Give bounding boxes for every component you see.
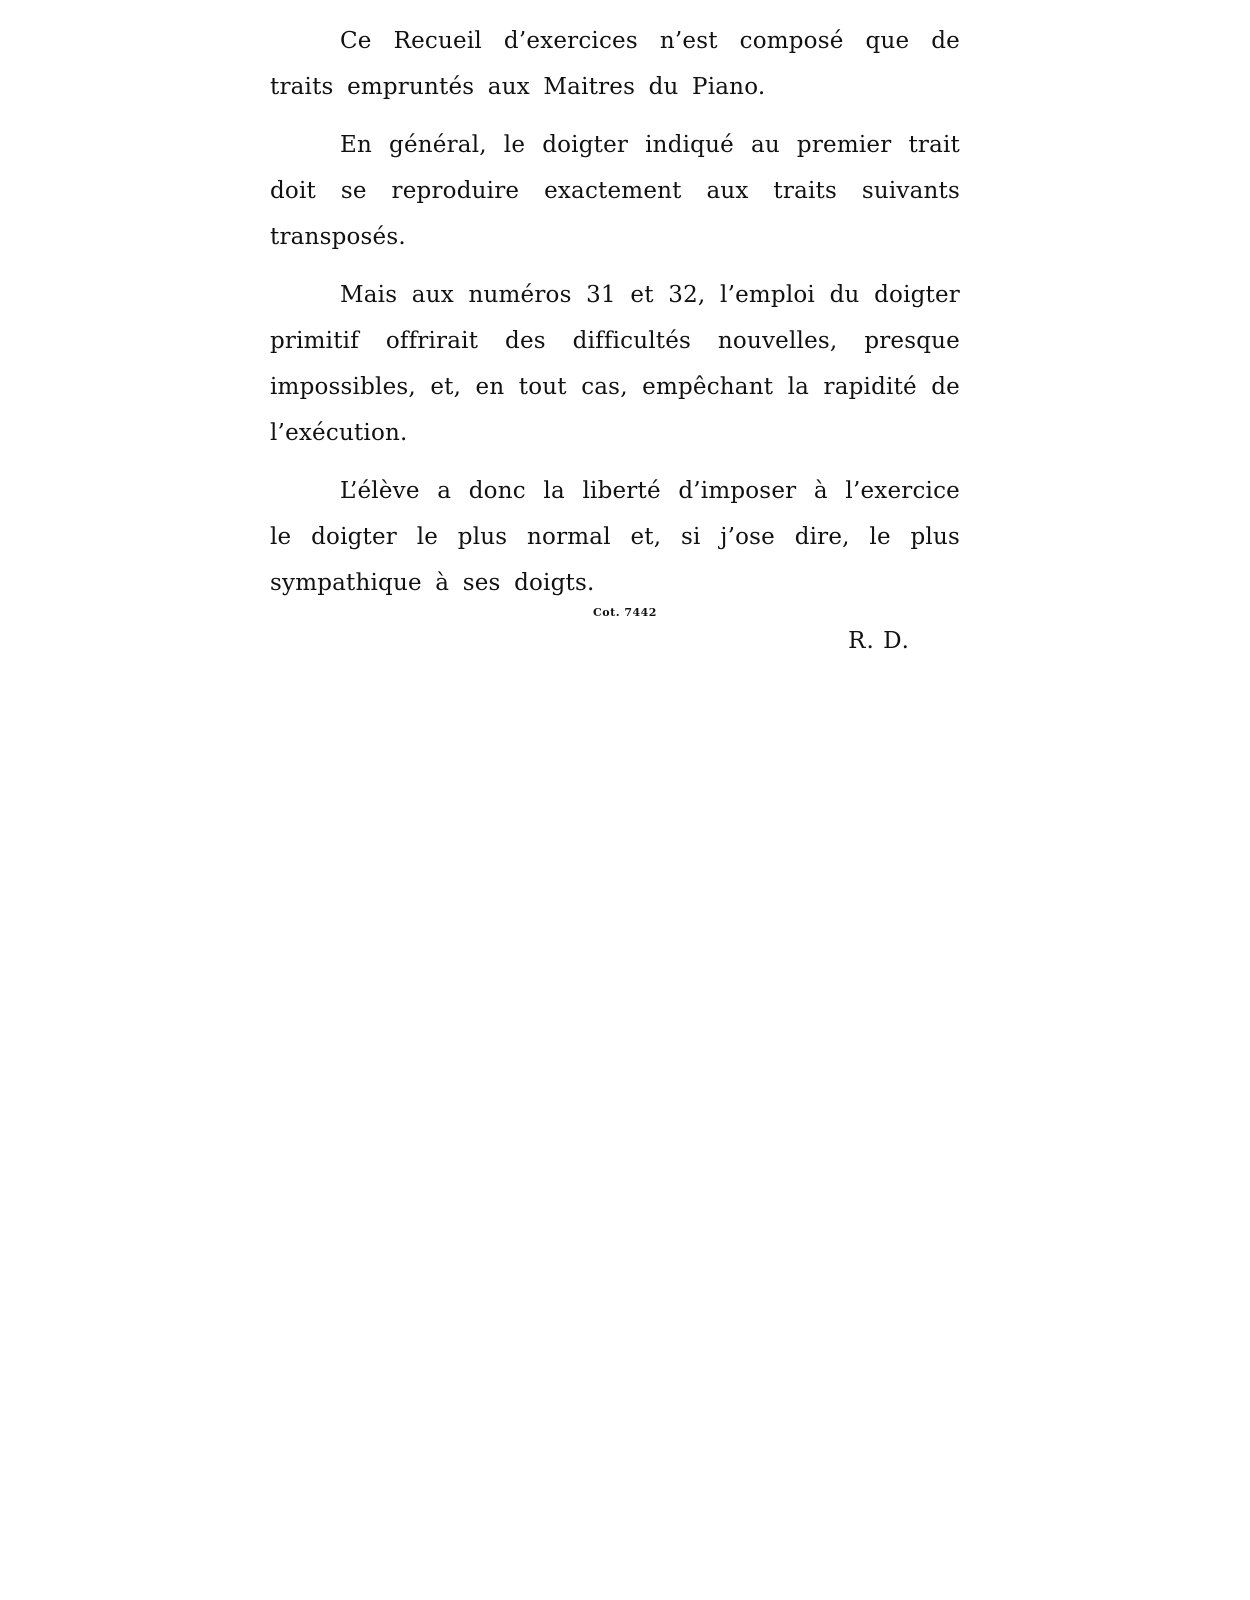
paragraph-2: En général, le doigter indiqué au premier trait doit se reproduire exactement aux traits suivants transposés. <box>270 132 960 250</box>
paragraph-3: Mais aux numéros 31 et 32, l’emploi du doigter primitif offrirait des difficultés nouvelles, presque impossibles, et, en tout cas, empêchant la rapidité de l’exécution. <box>270 282 960 446</box>
signature: R. D. <box>848 628 910 654</box>
document-body <box>270 18 960 664</box>
paragraph-1: Ce Recueil d’exercices n’est composé que de traits empruntés aux Maitres du Piano. <box>270 28 960 100</box>
paragraph-4: L’élève a donc la liberté d’imposer à l’exercice le doigter le plus normal et, si j’ose dire, le plus sympathique à ses doigts. <box>270 478 960 596</box>
catalog-number: Cot. 7442 <box>593 606 657 619</box>
